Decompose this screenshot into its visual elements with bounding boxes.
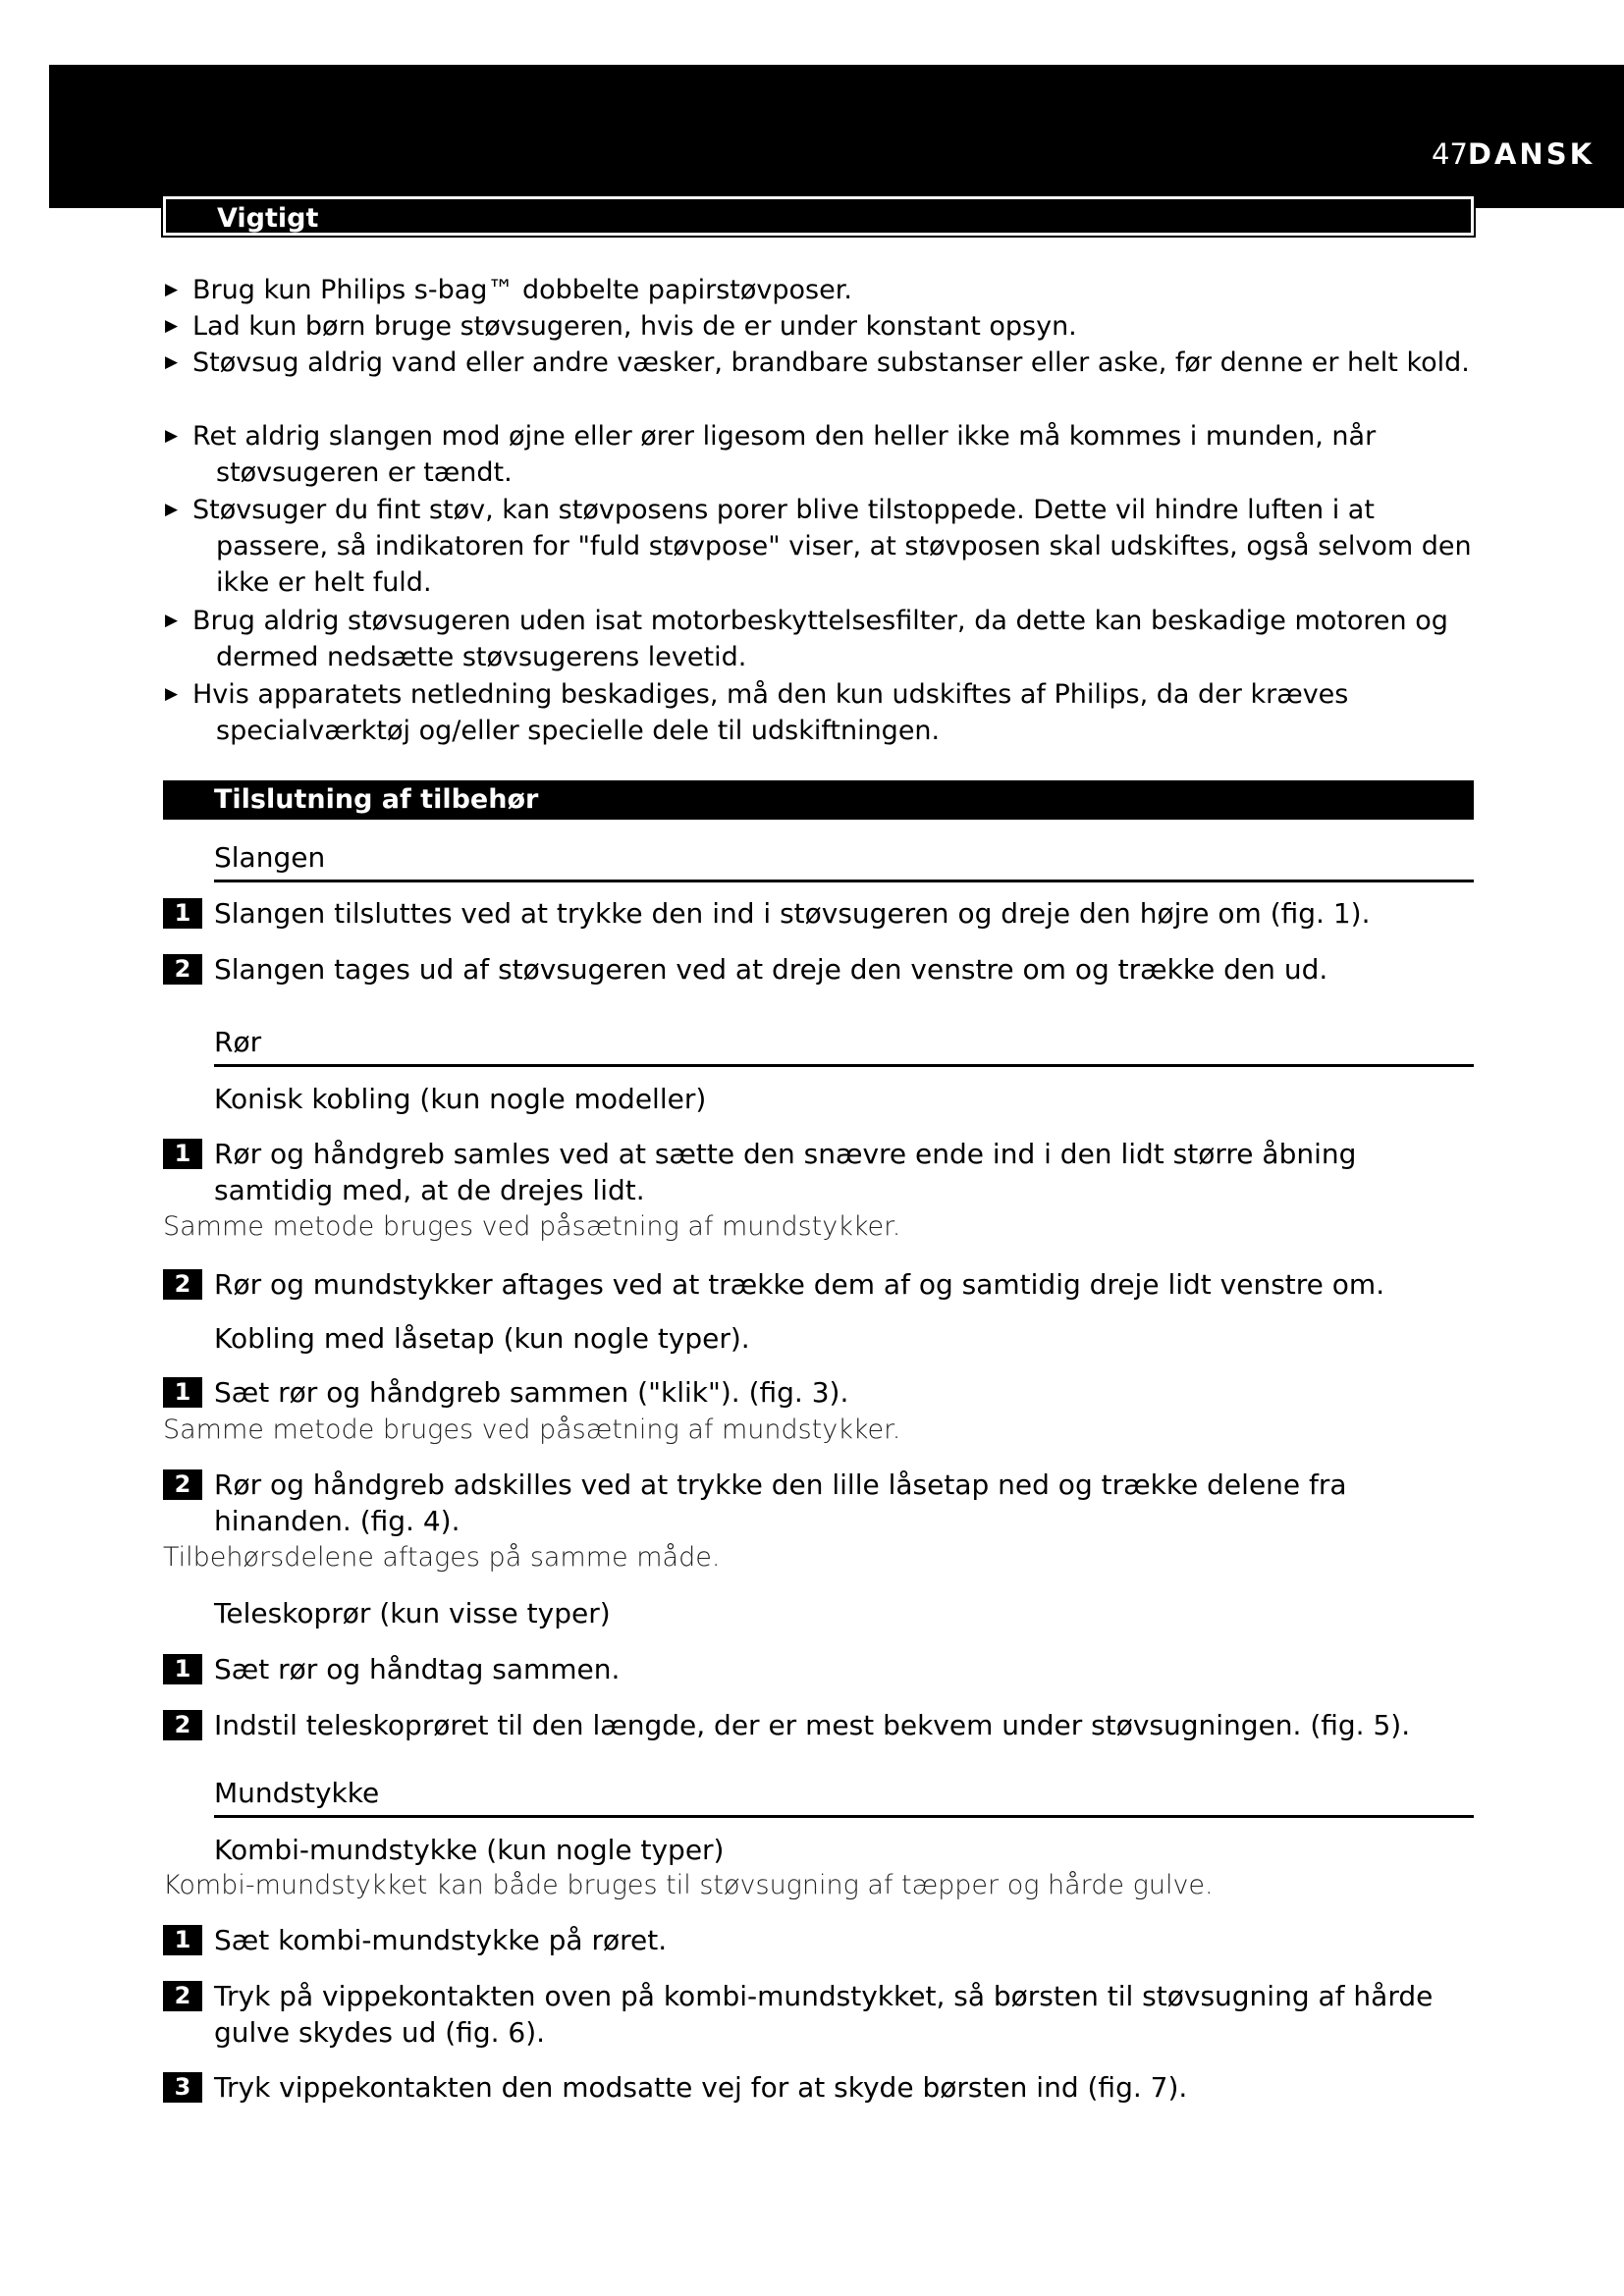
subheading-telescopic: Teleskoprør (kun visse typer) (214, 1597, 611, 1629)
important-bullet (165, 272, 1481, 308)
combi-step-3 (163, 2069, 1479, 2106)
step-text: Tryk vippekontakten den modsatte vej for at skyde børsten ind (fig. 7). (214, 2071, 1188, 2104)
section-header-accessories: Tilslutning af tilbehør (163, 780, 1474, 820)
step-text: Sæt kombi-mundstykke på røret. (214, 1924, 668, 1956)
subheading-conical: Konisk kobling (kun nogle modeller) (214, 1083, 707, 1115)
page-number (1432, 137, 1595, 171)
bullet-marker-icon: ▶ (165, 426, 179, 446)
bullet-text: Hvis apparatets netledning beskadiges, må den kun udskiftes af Philips, da der kræves specialværktøj og/eller specielle dele til udskiftningen. (192, 679, 1349, 746)
page-number-value: 47 (1432, 137, 1468, 171)
step-number-badge: 2 (163, 1269, 202, 1300)
bullet-marker-icon: ▶ (165, 352, 179, 372)
telescopic-step-2 (163, 1707, 1479, 1743)
lock-step-2 (163, 1467, 1479, 1539)
step-text: Rør og mundstykker aftages ved at trække dem af og samtidig dreje lidt venstre om. (214, 1268, 1385, 1301)
bullet-text: Ret aldrig slangen mod øjne eller ører ligesom den heller ikke må kommes i munden, når støvsugeren er tændt. (192, 421, 1377, 488)
step-number-badge: 2 (163, 954, 202, 985)
important-bullet (165, 676, 1481, 749)
conical-step-2 (163, 1266, 1479, 1303)
step-text: Indstil teleskoprøret til den længde, der er mest bekvem under støvsugningen. (fig. 5). (214, 1709, 1411, 1741)
bullet-text: Brug kun Philips s-bag™ dobbelte papirstøvposer. (192, 275, 852, 305)
bullet-text: Støvsuger du fint støv, kan støvposens porer blive tilstoppede. Dette vil hindre luften i at passere, så indikatoren for "fuld støvpose" viser, at støvposen skal udskiftes, også selvom den ikke er helt fuld. (192, 495, 1472, 598)
step-text: Slangen tages ud af støvsugeren ved at dreje den venstre om og trække den ud. (214, 953, 1328, 986)
important-bullet (165, 492, 1481, 601)
subheading-nozzle: Mundstykke (214, 1776, 1474, 1818)
lock-note-2: Tilbehørsdelene aftages på samme måde. (163, 1542, 721, 1573)
bullet-text: Lad kun børn bruge støvsugeren, hvis de er under konstant opsyn. (192, 311, 1077, 342)
combi-note: Kombi-mundstykket kan både bruges til støvsugning af tæpper og hårde gulve. (163, 1870, 1214, 1900)
step-text: Rør og håndgreb adskilles ved at trykke den lille låsetap ned og trække delene fra hinanden. (fig. 4). (214, 1468, 1347, 1537)
important-bullet (165, 308, 1481, 345)
step-number-badge: 1 (163, 1925, 202, 1955)
step-number-badge: 2 (163, 1981, 202, 2011)
lock-note-1: Samme metode bruges ved påsætning af mundstykker. (163, 1415, 901, 1445)
hose-step-1 (163, 895, 1479, 932)
bullet-marker-icon: ▶ (165, 316, 179, 336)
language-label: DANSK (1467, 137, 1596, 171)
page-header-bar (49, 65, 1624, 208)
step-number-badge: 1 (163, 1139, 202, 1169)
subheading-lock: Kobling med låsetap (kun nogle typer). (214, 1322, 750, 1355)
hose-step-2 (163, 951, 1479, 988)
step-text: Sæt rør og håndtag sammen. (214, 1653, 621, 1685)
subheading-combi: Kombi-mundstykke (kun nogle typer) (214, 1834, 725, 1866)
step-text: Tryk på vippekontakten oven på kombi-mundstykket, så børsten til støvsugning af hårde gulve skydes ud (fig. 6). (214, 1980, 1434, 2049)
bullet-marker-icon: ▶ (165, 500, 179, 519)
bullet-text: Brug aldrig støvsugeren uden isat motorbeskyttelsesfilter, da dette kan beskadige motoren og dermed nedsætte støvsugerens levetid. (192, 606, 1448, 672)
combi-step-1 (163, 1922, 1479, 1958)
bullet-marker-icon: ▶ (165, 280, 179, 299)
step-text: Sæt rør og håndgreb sammen ("klik"). (fig. 3). (214, 1376, 849, 1409)
conical-note: Samme metode bruges ved påsætning af mundstykker. (163, 1211, 901, 1242)
telescopic-step-1 (163, 1651, 1479, 1687)
step-number-badge: 2 (163, 1469, 202, 1500)
bullet-marker-icon: ▶ (165, 684, 179, 704)
important-bullet (165, 345, 1481, 381)
important-bullet (165, 603, 1481, 675)
step-text: Slangen tilsluttes ved at trykke den ind i støvsugeren og dreje den højre om (fig. 1). (214, 897, 1371, 930)
lock-step-1 (163, 1374, 1479, 1411)
conical-step-1 (163, 1136, 1479, 1208)
subheading-hose: Slangen (214, 840, 1474, 882)
combi-step-2 (163, 1978, 1479, 2051)
step-text: Rør og håndgreb samles ved at sætte den snævre ende ind i den lidt større åbning samtidig med, at de drejes lidt. (214, 1138, 1357, 1206)
step-number-badge: 1 (163, 898, 202, 929)
bullet-marker-icon: ▶ (165, 611, 179, 630)
step-number-badge: 2 (163, 1710, 202, 1740)
step-number-badge: 1 (163, 1654, 202, 1684)
step-number-badge: 1 (163, 1377, 202, 1408)
section-header-important: Vigtigt (163, 196, 1474, 236)
important-bullet (165, 418, 1481, 491)
bullet-text: Støvsug aldrig vand eller andre væsker, brandbare substanser eller aske, før denne er helt kold. (192, 347, 1470, 378)
step-number-badge: 3 (163, 2072, 202, 2103)
subheading-tube: Rør (214, 1025, 1474, 1067)
